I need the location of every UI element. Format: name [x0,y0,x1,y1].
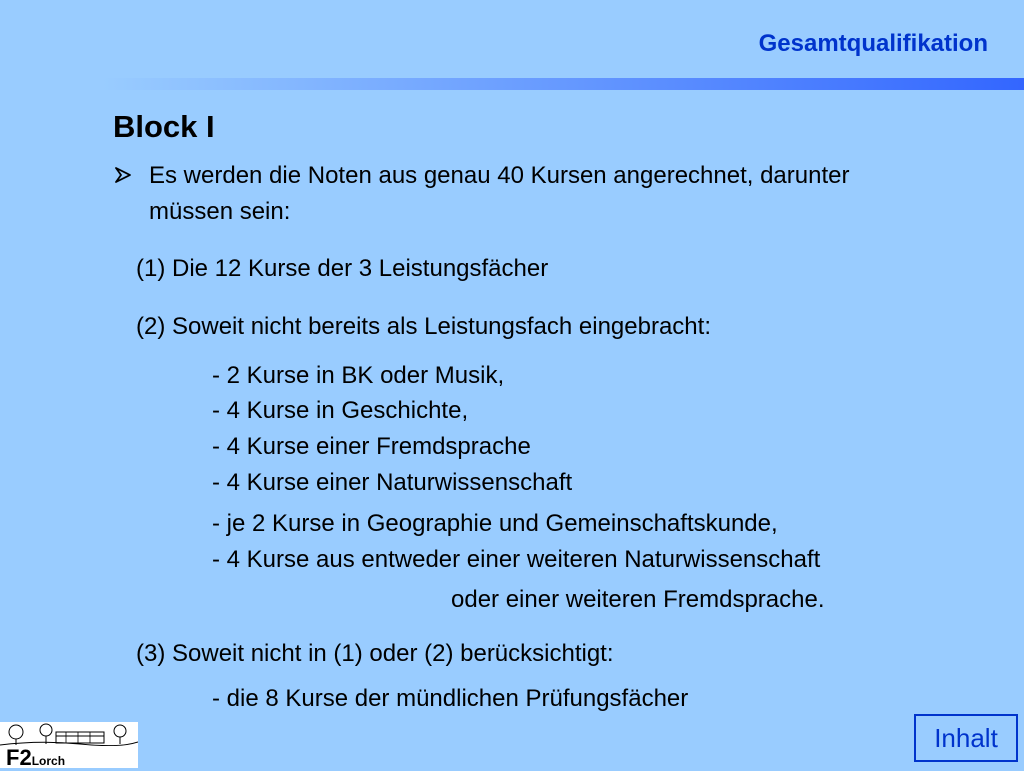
item-2-sub: - 4 Kurse einer Naturwissenschaft [212,469,573,496]
logo-text [6,745,65,771]
item-2-sub: - 4 Kurse in Geschichte, [212,397,469,424]
school-building-icon [0,722,138,746]
bullet-text: Es werden die Noten aus genau 40 Kursen angerechnet, darunter müssen sein: [149,162,850,225]
arrow-bullet-icon [113,164,135,186]
slide-title: Block I [113,109,215,144]
item-2-sub: - 2 Kurse in BK oder Musik, [212,362,505,389]
item-3: (3) Soweit nicht in (1) oder (2) berücksichtigt: [136,640,614,667]
item-2-sub: - je 2 Kurse in Geographie und Gemeinschaftskunde, [212,510,778,537]
school-logo [0,722,138,768]
item-2: (2) Soweit nicht bereits als Leistungsfach eingebracht: [136,313,711,340]
item-2-sub: - 4 Kurse einer Fremdsprache [212,433,531,460]
item-2-sub: oder einer weiteren Fremdsprache. [451,586,825,613]
header-divider-bar [0,78,1024,90]
item-1: (1) Die 12 Kurse der 3 Leistungsfächer [136,255,549,282]
item-3-sub: - die 8 Kurse der mündlichen Prüfungsfächer [212,685,689,712]
logo-sub: Lorch [31,754,66,768]
item-2-sub: - 4 Kurse aus entweder einer weiteren Naturwissenschaft [212,546,821,573]
header-title: Gesamtqualifikation [758,30,988,57]
inhalt-button[interactable]: Inhalt [914,714,1018,762]
logo-main: F2 [6,745,32,770]
